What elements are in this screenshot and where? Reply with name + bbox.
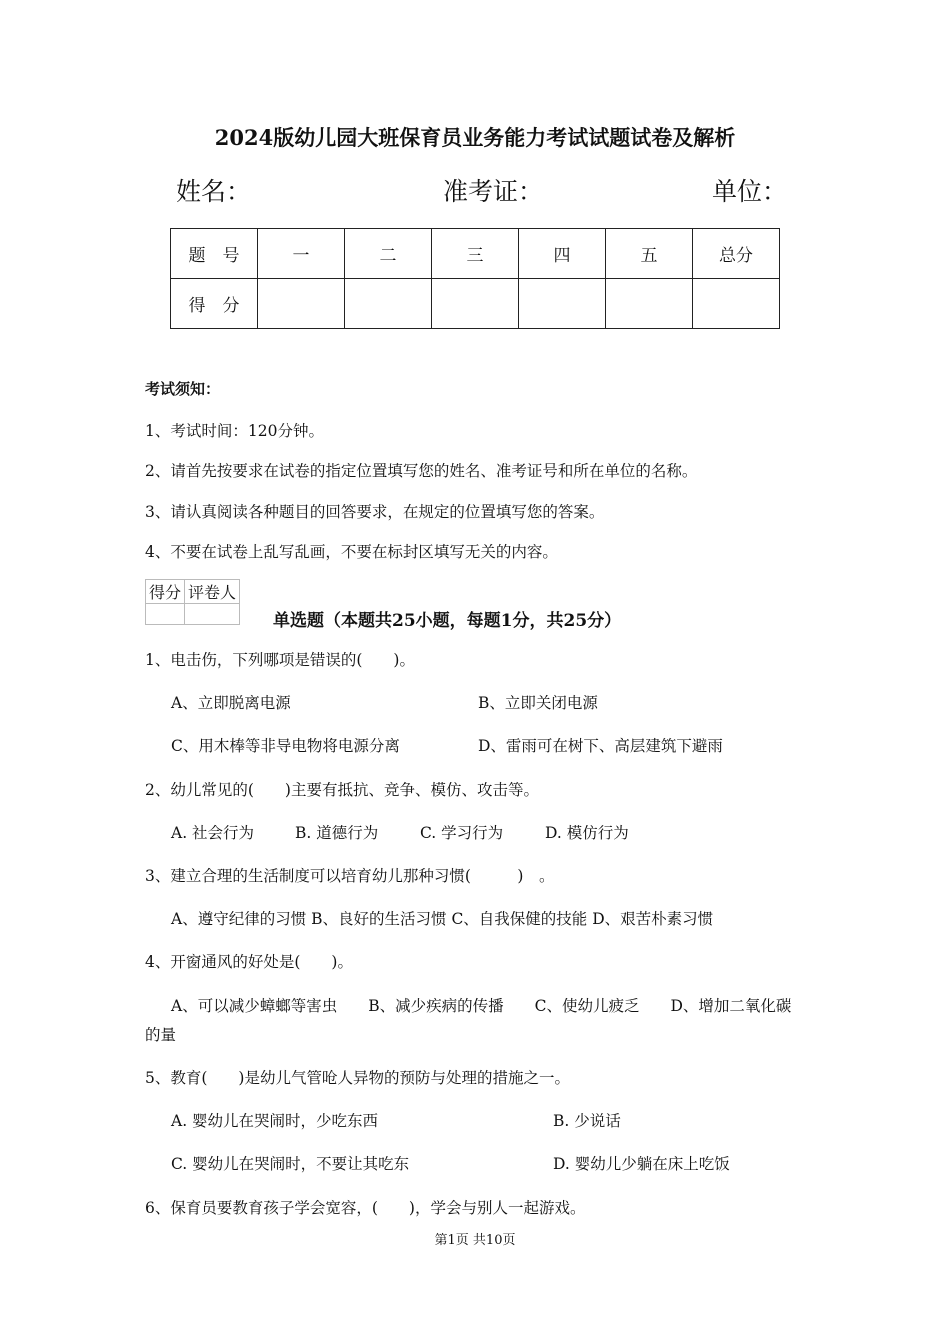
score-header-cell: 四 — [519, 229, 606, 279]
score-header-cell: 总分 — [693, 229, 780, 279]
page-title: 2024版幼儿园大班保育员业务能力考试试题试卷及解析 — [214, 125, 736, 150]
option-b: B. 道德行为 — [295, 824, 379, 842]
page-footer: 第1页 共10页 — [434, 1233, 516, 1248]
grader-name-label: 评卷人 — [185, 580, 240, 604]
score-header-cell: 二 — [345, 229, 432, 279]
notice-title: 考试须知： — [145, 380, 221, 398]
grader-score-cell — [146, 604, 185, 625]
exam-id-label: 准考证： — [443, 177, 544, 206]
score-cell — [693, 279, 780, 329]
question-stem: 1、电击伤，下列哪项是错误的( )。 — [145, 651, 415, 669]
option-d: D. 婴幼儿少躺在床上吃饭 — [553, 1155, 730, 1173]
score-cell — [519, 279, 606, 329]
option-line: A、可以减少蟑螂等害虫 B、减少疾病的传播 C、使幼儿疲乏 D、增加二氧化碳 — [171, 997, 792, 1015]
option-c: C. 婴幼儿在哭闹时，不要让其吃东 — [171, 1155, 410, 1173]
score-cell — [258, 279, 345, 329]
question-stem: 4、开窗通风的好处是( )。 — [145, 953, 353, 971]
section-title: 单选题（本题共25小题，每题1分，共25分） — [273, 611, 622, 631]
score-table-score-row — [171, 279, 780, 329]
grader-name-cell — [185, 604, 240, 625]
question-stem: 2、幼儿常见的( )主要有抵抗、竞争、模仿、攻击等。 — [145, 781, 539, 799]
question-stem: 6、保育员要教育孩子学会宽容，( )，学会与别人一起游戏。 — [145, 1199, 586, 1217]
score-cell — [432, 279, 519, 329]
score-header-cell: 一 — [258, 229, 345, 279]
score-header-cell: 五 — [606, 229, 693, 279]
grader-score-label: 得分 — [146, 580, 185, 604]
score-cell — [606, 279, 693, 329]
score-header-cell: 三 — [432, 229, 519, 279]
option-line: A、遵守纪律的习惯 B、良好的生活习惯 C、自我保健的技能 D、艰苦朴素习惯 — [171, 910, 714, 928]
question-stem: 5、教育( )是幼儿气管呛人异物的预防与处理的措施之一。 — [145, 1069, 570, 1087]
score-row-label: 得 分 — [171, 279, 258, 329]
name-label: 姓名： — [176, 177, 252, 206]
score-table — [170, 228, 780, 329]
question-stem: 3、建立合理的生活制度可以培育幼儿那种习惯( ) 。 — [145, 867, 555, 885]
score-table-header-row — [171, 229, 780, 279]
option-a: A. 社会行为 — [171, 824, 255, 842]
unit-label: 单位： — [712, 177, 788, 206]
notice-item: 4、不要在试卷上乱写乱画，不要在标封区填写无关的内容。 — [145, 543, 558, 561]
grader-box — [145, 579, 240, 625]
notice-item: 2、请首先按要求在试卷的指定位置填写您的姓名、准考证号和所在单位的名称。 — [145, 462, 698, 480]
option-d: D、雷雨可在树下、高层建筑下避雨 — [478, 737, 723, 755]
notice-item: 1、考试时间：120分钟。 — [145, 422, 324, 440]
option-a: A. 婴幼儿在哭闹时，少吃东西 — [171, 1112, 379, 1130]
score-cell — [345, 279, 432, 329]
option-d: D. 模仿行为 — [545, 824, 629, 842]
option-a: A、立即脱离电源 — [171, 694, 291, 712]
score-header-cell: 题 号 — [171, 229, 258, 279]
option-b: B、立即关闭电源 — [478, 694, 598, 712]
option-c: C. 学习行为 — [420, 824, 504, 842]
option-c: C、用木棒等非导电物将电源分离 — [171, 737, 400, 755]
option-b: B. 少说话 — [553, 1112, 621, 1130]
option-line-continued: 的量 — [145, 1026, 177, 1044]
notice-item: 3、请认真阅读各种题目的回答要求，在规定的位置填写您的答案。 — [145, 503, 605, 521]
